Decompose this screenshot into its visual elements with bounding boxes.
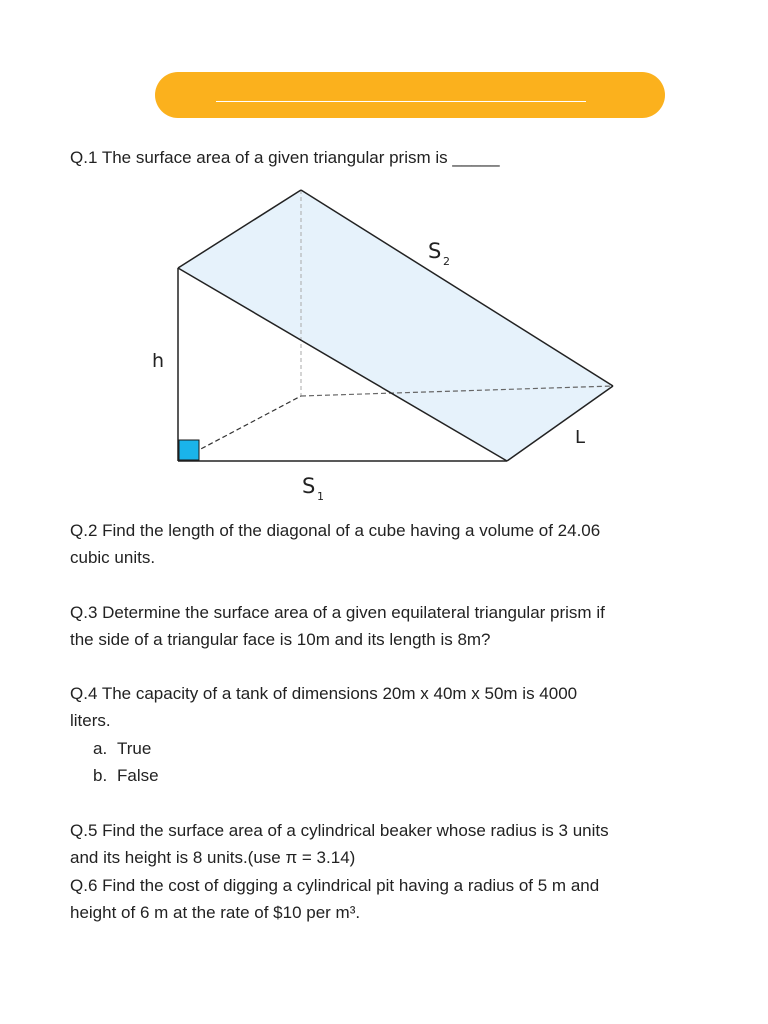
question-6-line-1: Q.6 Find the cost of digging a cylindrical pit having a radius of 5 m and: [70, 876, 600, 895]
question-5-line-1: Q.5 Find the surface area of a cylindrical beaker whose radius is 3 units: [70, 821, 609, 840]
option-b-letter: b.: [93, 766, 108, 785]
option-b: [93, 762, 159, 789]
option-a: [93, 735, 151, 762]
prism-sloped-face: [178, 190, 613, 461]
label-s2: S: [428, 239, 442, 263]
question-4-line-1: Q.4 The capacity of a tank of dimensions 20m x 40m x 50m is 4000: [70, 684, 578, 703]
question-6-line-2: height of 6 m at the rate of $10 per m³.: [70, 903, 361, 922]
option-b-text: False: [117, 766, 159, 785]
right-angle-marker: [179, 440, 199, 460]
option-a-letter: a.: [93, 739, 108, 758]
option-a-text: True: [117, 739, 152, 758]
question-4-line-2: liters.: [70, 711, 111, 730]
question-2-line-1: Q.2 Find the length of the diagonal of a cube having a volume of 24.06: [70, 521, 601, 540]
question-5-line-2: and its height is 8 units.(use π = 3.14): [70, 848, 356, 867]
label-s2-subscript: 2: [443, 255, 450, 268]
question-3-line-1: Q.3 Determine the surface area of a given equilateral triangular prism if: [70, 603, 605, 622]
question-2-line-2: cubic units.: [70, 548, 156, 567]
label-l: L: [575, 427, 586, 448]
label-h: h: [152, 350, 165, 372]
label-s1: S: [302, 474, 316, 498]
question-1: Q.1 The surface area of a given triangular prism is _____: [70, 148, 500, 167]
label-s1-subscript: 1: [317, 490, 324, 503]
question-3-line-2: the side of a triangular face is 10m and its length is 8m?: [70, 630, 491, 649]
